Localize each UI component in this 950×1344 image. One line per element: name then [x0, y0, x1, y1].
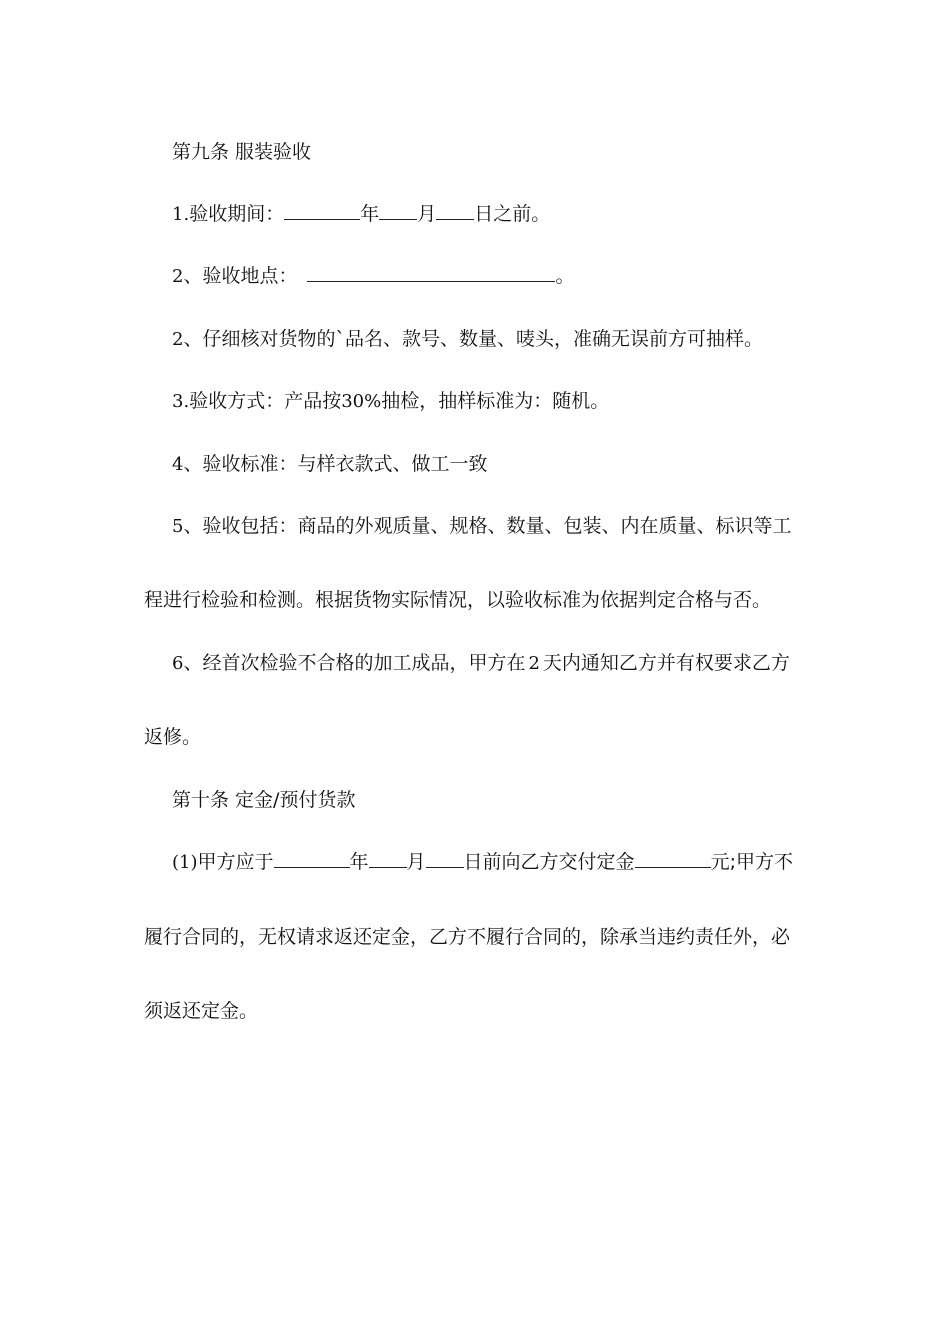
inspection-scope-line — [172, 513, 791, 540]
clause-number: (1) — [172, 852, 198, 873]
deposit-text-c: 元;甲方不 — [710, 851, 793, 873]
month-label: 月 — [406, 851, 426, 873]
item-number: 1. — [172, 204, 190, 225]
check-goods-text: 、仔细核对货物的`品名、款号、数量、唛头，准确无误前方可抽样。 — [183, 328, 763, 350]
inspection-place-label: 、验收地点： — [183, 265, 298, 287]
article-9-title: 第九条 服装验收 — [172, 141, 312, 163]
notice-days: 2 — [528, 653, 540, 674]
deposit-month-blank[interactable] — [369, 849, 407, 868]
item-number: 2 — [172, 329, 184, 350]
deposit-amount-blank[interactable] — [635, 849, 711, 868]
item-number: 4 — [172, 454, 184, 475]
day-suffix: 日之前。 — [474, 203, 551, 225]
item-number: 3. — [172, 391, 190, 412]
deposit-clause-continued-2: 须返还定金。 — [144, 1000, 259, 1022]
deposit-text-b: 日前向乙方交付定金 — [463, 851, 635, 873]
deposit-year-blank[interactable] — [274, 849, 350, 868]
deposit-text-a: 甲方应于 — [197, 851, 274, 873]
rework-line — [172, 650, 790, 677]
year-label: 年 — [360, 203, 380, 225]
place-end: 。 — [555, 265, 575, 287]
year-label: 年 — [349, 851, 369, 873]
inspection-period-label: 验收期间： — [189, 203, 285, 225]
method-text-a: 验收方式：产品按 — [189, 390, 342, 412]
deposit-clause-continued-1: 履行合同的，无权请求返还定金，乙方不履行合同的，除承当违约责任外，必 — [144, 926, 791, 948]
article-10-title: 第十条 定金/预付货款 — [172, 789, 356, 811]
inspection-place-line — [172, 263, 574, 290]
scope-text: 、验收包括：商品的外观质量、规格、数量、包装、内在质量、标识等工 — [183, 515, 792, 537]
inspection-period-line — [172, 201, 550, 228]
inspection-method-line — [172, 388, 609, 415]
month-label: 月 — [417, 203, 437, 225]
place-blank[interactable] — [307, 263, 555, 282]
rework-text-a: 、经首次检验不合格的加工成品，甲方在 — [183, 652, 526, 674]
rework-continued: 返修。 — [144, 726, 202, 748]
deposit-day-blank[interactable] — [426, 849, 464, 868]
item-number: 5 — [172, 516, 184, 537]
deposit-clause-line — [172, 849, 793, 876]
year-blank[interactable] — [284, 201, 360, 220]
inspection-scope-continued: 程进行检验和检测。根据货物实际情况，以验收标准为依据判定合格与否。 — [144, 589, 772, 611]
standard-text: 、验收标准：与样衣款式、做工一致 — [183, 453, 488, 475]
sampling-percent: 30% — [341, 391, 382, 412]
check-goods-line — [172, 326, 763, 353]
method-text-b: 抽检，抽样标准为：随机。 — [381, 390, 610, 412]
item-number: 6 — [172, 653, 184, 674]
day-blank[interactable] — [436, 201, 474, 220]
item-number: 2 — [172, 266, 184, 287]
rework-text-b: 天内通知乙方并有权要求乙方 — [542, 652, 790, 674]
inspection-standard-line — [172, 451, 487, 478]
month-blank[interactable] — [379, 201, 417, 220]
